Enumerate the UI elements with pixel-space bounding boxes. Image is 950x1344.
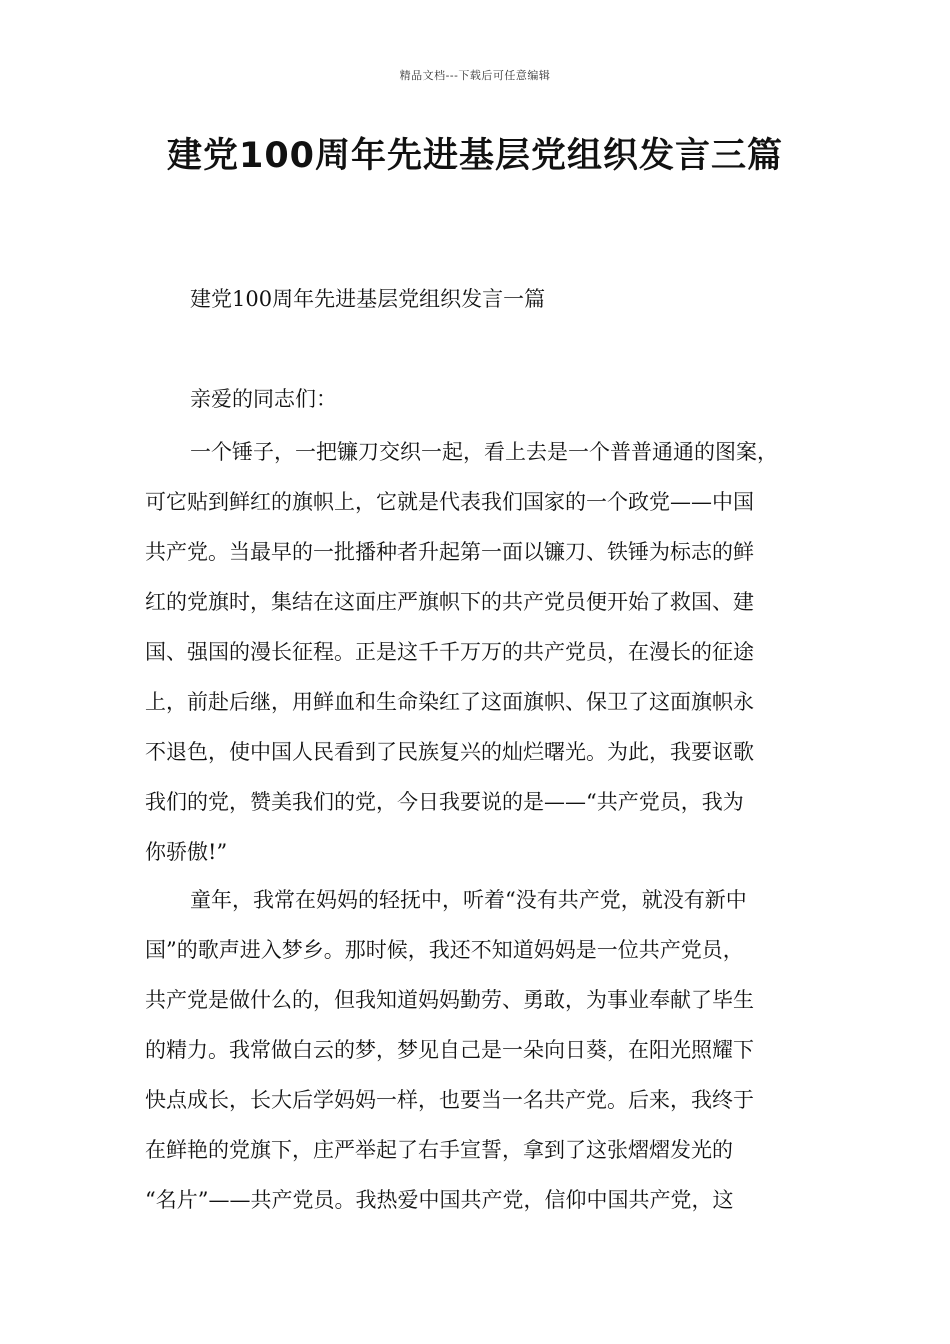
paragraph-line: 你骄傲!”	[145, 840, 228, 864]
paragraph-line: 的精力。我常做白云的梦，梦见自己是一朵向日葵，在阳光照耀下	[145, 1038, 754, 1062]
salutation: 亲爱的同志们：	[190, 387, 337, 411]
paragraph-line: 不退色，使中国人民看到了民族复兴的灿烂曙光。为此，我要讴歌	[145, 740, 754, 764]
paragraph-line: 红的党旗时，集结在这面庄严旗帜下的共产党员便开始了救国、建	[145, 590, 754, 614]
paragraph-line: 我们的党，赞美我们的党，今日我要说的是——“共产党员，我为	[145, 790, 744, 814]
paragraph-line: 一个锤子，一把镰刀交织一起，看上去是一个普普通通的图案，	[190, 440, 778, 464]
paragraph-line: 快点成长，长大后学妈妈一样，也要当一名共产党。后来，我终于	[145, 1088, 754, 1112]
paragraph-line: 上，前赴后继，用鲜血和生命染红了这面旗帜、保卫了这面旗帜永	[145, 690, 754, 714]
paragraph-line: “名片”——共产党员。我热爱中国共产党，信仰中国共产党，这	[145, 1188, 734, 1212]
header-note: 精品文档---下载后可任意编辑	[399, 69, 551, 82]
document-title: 建党100周年先进基层党组织发言三篇	[166, 136, 784, 176]
paragraph-line: 共产党。当最早的一批播种者升起第一面以镰刀、铁锤为标志的鲜	[145, 540, 754, 564]
paragraph-line: 国”的歌声进入梦乡。那时候，我还不知道妈妈是一位共产党员，	[145, 938, 744, 962]
paragraph-line: 童年，我常在妈妈的轻抚中，听着“没有共产党，就没有新中	[190, 888, 747, 912]
paragraph-line: 可它贴到鲜红的旗帜上，它就是代表我们国家的一个政党——中国	[145, 490, 754, 514]
paragraph-line: 共产党是做什么的，但我知道妈妈勤劳、勇敢，为事业奉献了毕生	[145, 988, 754, 1012]
paragraph-line: 在鲜艳的党旗下，庄严举起了右手宣誓，拿到了这张熠熠发光的	[145, 1138, 733, 1162]
section-subtitle: 建党100周年先进基层党组织发言一篇	[190, 287, 546, 311]
paragraph-line: 国、强国的漫长征程。正是这千千万万的共产党员，在漫长的征途	[145, 640, 754, 664]
